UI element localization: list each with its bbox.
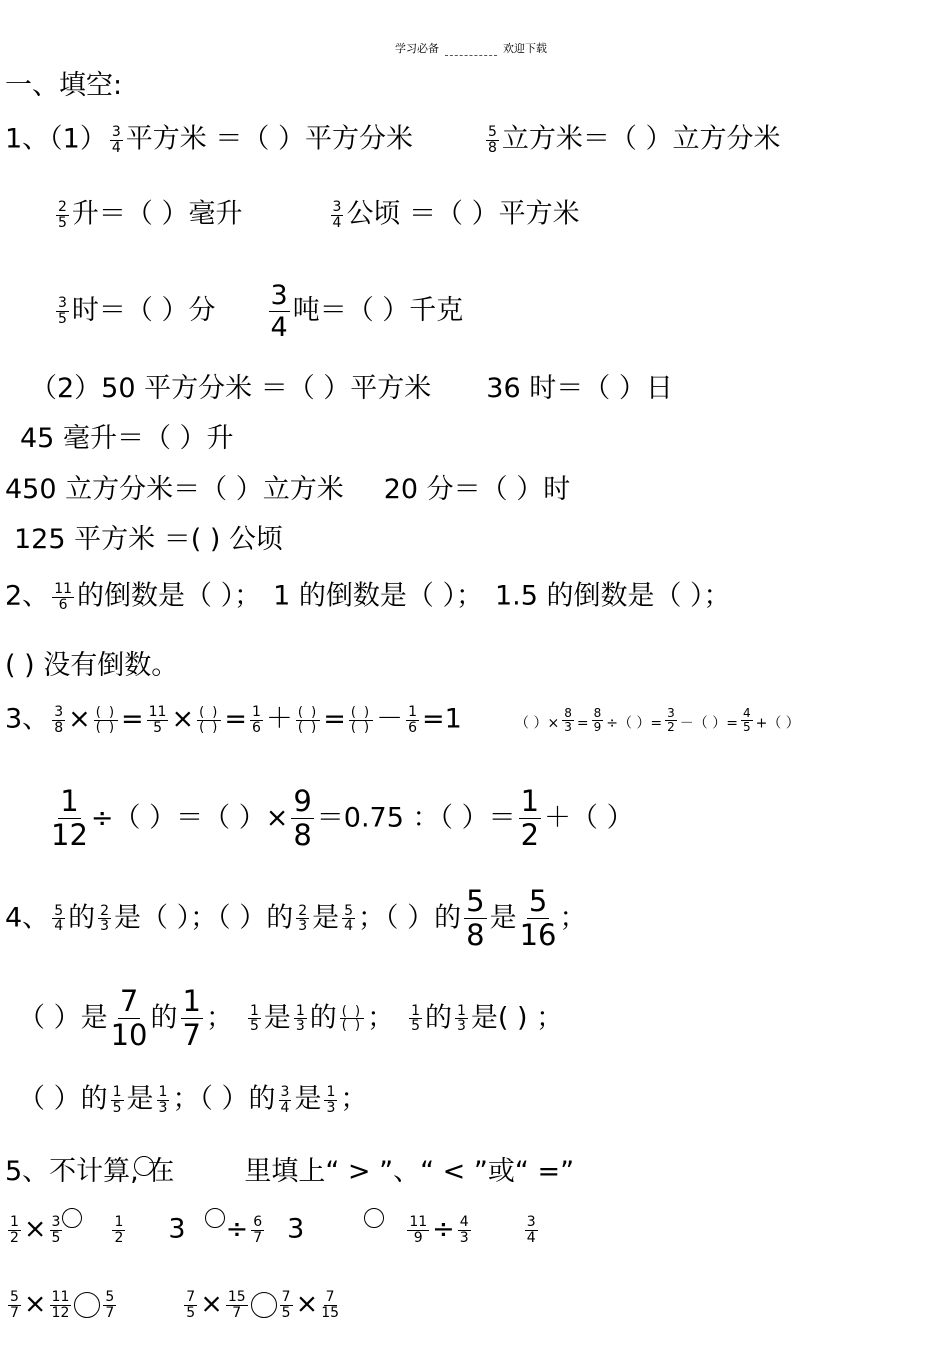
q1-item-j: 20 分＝（ ）时: [383, 474, 571, 505]
fraction-5-8: $\frac{5}{8}$: [487, 124, 497, 156]
q2-item-a: 的倒数是（ ）；: [77, 580, 262, 612]
fraction-5-7: $\frac{5}{7}$: [10, 1289, 19, 1321]
q4-row1: 4、 $\frac{5}{4}$ 的 $\frac{2}{3}$ 是（ ）；（ ）的 $\frac{2}{3}$ 是 $\frac{5}{4}$ ；（ ）的 $\frac{5}{8}$ 是 $\frac{5}{16}$ ；: [5, 884, 587, 953]
header-right: 欢迎下载: [503, 42, 547, 55]
compare-circle[interactable]: [205, 1208, 225, 1228]
fraction-7-10: $\frac{7}{10}$: [110, 984, 148, 1053]
fraction-3-5: $\frac{3}{5}$: [51, 1214, 61, 1246]
q3-small-eq: （ ）×: [515, 715, 560, 732]
fraction-8-3: $\frac{8}{3}$: [564, 706, 572, 734]
fraction-2-3b: $\frac{2}{3}$: [298, 902, 308, 935]
q5-row1: $\frac{1}{2}$ × $\frac{3}{5}$ $\frac{1}{2}$ 3 ÷ $\frac{6}{7}$ 3 $\frac{11}{9}$ ÷ $\frac{4}{3}$ $\frac{3}{4}$: [10, 1213, 536, 1246]
fraction-1-12: $\frac{1}{12}$: [51, 784, 88, 853]
header-divider: [445, 55, 497, 56]
fraction-5-4: $\frac{5}{4}$: [54, 902, 64, 935]
fraction-4-3: $\frac{4}{3}$: [459, 1214, 469, 1246]
fraction-3-8: $\frac{3}{8}$: [54, 704, 64, 736]
blank-fraction: ( ) ( ): [341, 1003, 363, 1034]
fraction-1-3: $\frac{1}{3}$: [295, 1002, 305, 1035]
q1-row6: [5, 476, 570, 503]
q3-row2: $\frac{1}{12}$ ÷（ ）＝（ ）× $\frac{9}{8}$ ＝0.75 ：（ ）＝ $\frac{1}{2}$ ＋（ ）: [51, 784, 634, 853]
compare-circle[interactable]: [134, 1156, 154, 1176]
fraction-7-5b: $\frac{7}{5}$: [281, 1289, 291, 1321]
q2-row2: ( ) 没有倒数。: [5, 650, 179, 681]
fraction-5-8-large: $\frac{5}{8}$: [466, 884, 485, 953]
q3-label: 3、: [5, 703, 50, 735]
blank-fraction: ( ) ( ): [297, 705, 319, 735]
q2-label: 2、: [5, 580, 50, 612]
q5-row2: $\frac{5}{7}$ × $\frac{11}{12}$ $\frac{5}{7}$ $\frac{7}{5}$ × $\frac{15}{7}$ $\frac{7}{5}$ × $\frac{7}{15}$: [10, 1288, 340, 1321]
fraction-5-7b: $\frac{5}{7}$: [105, 1289, 115, 1321]
q2-item-b: 1 的倒数是（ ）；: [273, 580, 483, 612]
fraction-11-9: $\frac{11}{9}$: [409, 1214, 428, 1246]
fraction-15-7: $\frac{15}{7}$: [227, 1289, 246, 1321]
fraction-1-2: $\frac{1}{2}$: [10, 1214, 19, 1246]
fraction-2-5: $\frac{2}{5}$: [58, 199, 67, 231]
q1-item-d: 公顷 ＝（ ）平方米: [346, 198, 580, 230]
compare-circle[interactable]: [364, 1208, 384, 1228]
q1-row1: [5, 125, 780, 155]
fraction-1-5: $\frac{1}{5}$: [249, 1002, 259, 1035]
q1-item-c: 升＝（ ）毫升: [71, 198, 243, 230]
q1-row2: [53, 200, 580, 230]
fraction-3-4: $\frac{3}{4}$: [111, 124, 121, 156]
blank-fraction: ( ) ( ): [95, 705, 117, 735]
q1-row7: 125 平方米 ＝( ) 公顷: [14, 524, 283, 555]
q1-item-g: （2）50 平方分米 ＝（ ）平方米: [30, 373, 432, 404]
fraction-5-4b: $\frac{5}{4}$: [344, 902, 354, 935]
fraction-1-2b: $\frac{1}{2}$: [114, 1214, 124, 1246]
q1-row5: 45 毫升＝（ ）升: [20, 423, 234, 454]
page-header: [395, 40, 547, 56]
fraction-4-5: $\frac{4}{5}$: [742, 706, 751, 734]
section-title: 一、填空:: [5, 70, 123, 101]
fraction-2-3: $\frac{2}{3}$: [100, 902, 110, 935]
fraction-1-6: $\frac{1}{6}$: [252, 704, 261, 736]
fraction-1-5c: $\frac{1}{5}$: [112, 1084, 122, 1116]
fraction-9-8: $\frac{9}{8}$: [293, 784, 312, 853]
header-left: 学习必备: [395, 42, 439, 55]
fraction-1-6b: $\frac{1}{6}$: [408, 704, 418, 736]
q4-label: 4、: [5, 902, 50, 934]
fraction-3-4c: $\frac{3}{4}$: [280, 1084, 290, 1116]
fraction-11-6: $\frac{11}{6}$: [54, 581, 73, 613]
q1-item-h: 36 时＝（ ）日: [486, 373, 673, 404]
fraction-7-5: $\frac{7}{5}$: [186, 1289, 196, 1321]
q3-row1: 3、 $\frac{3}{8}$ × ( ) ( ) = $\frac{11}{5}$ × ( ) ( ) = $\frac{1}{6}$ ＋ ( ) ( ) = ( ) ( ) － $\frac{1}{6}$ =1 （ ）× $\frac{8}{3}$ = $\frac{8}{9}$ ÷（ ）= $\frac{3}{2}$ －（ ）= $\frac{4}{5}$ +（ ）: [5, 703, 800, 736]
blank-fraction: ( ) ( ): [199, 705, 220, 735]
fraction-7-15: $\frac{7}{15}$: [321, 1289, 340, 1321]
fraction-3-4b: $\frac{3}{4}$: [332, 199, 342, 231]
fraction-3-2: $\frac{3}{2}$: [667, 706, 675, 734]
fraction-1-3c: $\frac{1}{3}$: [158, 1084, 168, 1116]
fraction-6-7: $\frac{6}{7}$: [253, 1214, 263, 1246]
blank-fraction: ( ) ( ): [350, 705, 372, 735]
q1-row3: [53, 280, 463, 343]
fraction-3-4d: $\frac{3}{4}$: [526, 1214, 536, 1246]
q2-item-c: 1.5 的倒数是（ ）；: [494, 580, 731, 612]
fraction-11-12: $\frac{11}{12}$: [51, 1289, 70, 1321]
compare-circle[interactable]: [74, 1292, 100, 1318]
fraction-1-2: $\frac{1}{2}$: [520, 784, 540, 853]
q1-row4: [30, 375, 673, 402]
fraction-5-16: $\frac{5}{16}$: [519, 884, 557, 953]
fraction-1-3d: $\frac{1}{3}$: [326, 1084, 336, 1116]
fraction-1-7: $\frac{1}{7}$: [182, 984, 201, 1053]
q5-title: 5、不计算, 在 里填上“ > ”、“ < ”或“ =”: [5, 1156, 575, 1187]
q1-item-f: 吨＝（ ）千克: [292, 295, 464, 327]
q4-row2: （ ）是 $\frac{7}{10}$ 的 $\frac{1}{7}$ ； $\frac{1}{5}$ 是 $\frac{1}{3}$ 的 ( ) ( ) ； $\frac{1}{5}$ 的 $\frac{1}{3}$ 是( ) ；: [18, 984, 564, 1053]
fraction-8-9: $\frac{8}{9}$: [593, 706, 602, 734]
q1-item-b: 立方米＝（ ）立方分米: [501, 123, 781, 155]
fraction-1-3b: $\frac{1}{3}$: [457, 1002, 466, 1035]
q1-item-e: 时＝（ ）分: [71, 295, 216, 327]
q2-row1: [5, 582, 731, 612]
fraction-11-5: $\frac{11}{5}$: [148, 704, 167, 736]
q4-row3: （ ）的 $\frac{1}{5}$ 是 $\frac{1}{3}$ ；（ ）的 $\frac{3}{4}$ 是 $\frac{1}{3}$ ；: [18, 1083, 368, 1116]
fraction-3-5: $\frac{3}{5}$: [58, 295, 67, 328]
fraction-1-5b: $\frac{1}{5}$: [411, 1002, 420, 1035]
q1-item-a: 平方米 ＝（ ）平方分米: [125, 123, 413, 155]
fraction-3-4-large: $\frac{3}{4}$: [270, 280, 288, 344]
q1-item-i: 450 立方分米＝（ ）立方米: [5, 474, 344, 505]
compare-circle[interactable]: [62, 1208, 82, 1228]
compare-circle[interactable]: [251, 1292, 277, 1318]
q1-label: 1、（1）: [5, 123, 107, 155]
